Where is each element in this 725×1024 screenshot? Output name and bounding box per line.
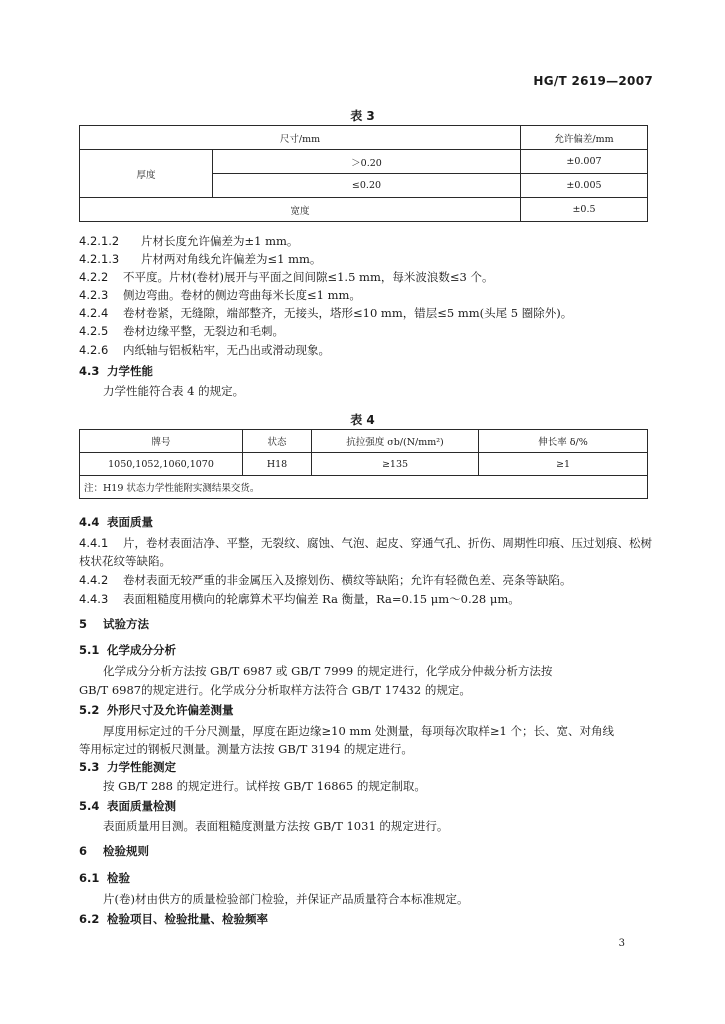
clause-4-2-1-2: 4.2.1.2 片材长度允许偏差为±1 mm。 [79,234,299,248]
clause-4-4-1: 4.4.1 片，卷材表面洁净、平整，无裂纹、腐蚀、气泡、起皮、穿通气孔、折伤、周期性印痕、压过划痕、松树 [79,536,652,550]
section-4-3-heading: 4.3 力学性能 [79,364,153,378]
table3-cell: ±0.007 [520,150,647,174]
table4-cell: ≥135 [312,453,479,476]
section-5-1-body-cont: GB/T 6987的规定进行。化学成分分析取样方法符合 GB/T 17432 的规定。 [79,683,471,697]
table4-header: 状态 [243,430,312,453]
section-5-2-heading: 5.2 外形尺寸及允许偏差测量 [79,703,234,717]
clause-4-2-1-3: 4.2.1.3 片材两对角线允许偏差为≤1 mm。 [79,252,322,266]
table4-header: 抗拉强度 σb/(N/mm²) [312,430,479,453]
table4-header: 牌号 [80,430,243,453]
table4-cell: ≥1 [479,453,648,476]
table4-note: 注：H19 状态力学性能附实测结果交货。 [80,476,648,499]
section-4-4-heading: 4.4 表面质量 [79,515,153,529]
section-6-1-body: 片(卷)材由供方的质量检验部门检验，并保证产品质量符合本标准规定。 [103,892,469,906]
clause-4-4-2: 4.4.2 卷材表面无较严重的非金属压入及擦划伤、横纹等缺陷；允许有轻微色差、亮条等缺陷。 [79,573,572,587]
section-6-heading: 6 检验规则 [79,844,149,858]
table3-cell: ±0.005 [520,174,647,198]
page-number: 3 [618,938,625,949]
section-6-1-heading: 6.1 检验 [79,871,130,885]
table3-cell: ≤0.20 [213,174,521,198]
table4-cell: H18 [243,453,312,476]
section-5-1-heading: 5.1 化学成分分析 [79,643,176,657]
table3-header-size: 尺寸/mm [80,126,521,150]
table3-thickness-label: 厚度 [80,150,213,198]
table3-width-label: 宽度 [80,198,521,222]
section-5-4-heading: 5.4 表面质量检测 [79,799,176,813]
clause-4-2-2: 4.2.2 不平度。片材(卷材)展开与平面之间间隙≤1.5 mm，每米波浪数≤3 个。 [79,270,494,284]
section-4-3-body: 力学性能符合表 4 的规定。 [103,384,245,398]
clause-4-4-1-cont: 枝状花纹等缺陷。 [79,554,171,568]
table4-cell: 1050,1052,1060,1070 [80,453,243,476]
clause-4-2-6: 4.2.6 内纸轴与铝板粘牢，无凸出或滑动现象。 [79,343,330,357]
table4-caption: 表 4 [350,413,375,427]
table3-cell: ±0.5 [520,198,647,222]
table3-cell: ＞0.20 [213,150,521,174]
table3-header-tolerance: 允许偏差/mm [520,126,647,150]
clause-4-4-3: 4.4.3 表面粗糙度用横向的轮廓算术平均偏差 Ra 衡量，Ra=0.15 μm～0.28 μm。 [79,592,520,606]
section-5-2-body-cont: 等用标定过的钢板尺测量。测量方法按 GB/T 3194 的规定进行。 [79,742,413,756]
section-5-3-body: 按 GB/T 288 的规定进行。试样按 GB/T 16865 的规定制取。 [103,779,426,793]
section-5-1-body: 化学成分分析方法按 GB/T 6987 或 GB/T 7999 的规定进行，化学成分仲裁分析方法按 [103,664,553,678]
clause-4-2-3: 4.2.3 侧边弯曲。卷材的侧边弯曲每米长度≤1 mm。 [79,288,361,302]
section-5-heading: 5 试验方法 [79,617,149,631]
clause-4-2-5: 4.2.5 卷材边缘平整，无裂边和毛刺。 [79,324,284,338]
section-6-2-heading: 6.2 检验项目、检验批量、检验频率 [79,912,268,926]
table3-caption: 表 3 [350,109,375,123]
table-3 [79,125,648,222]
table-4 [79,429,648,499]
section-5-2-body: 厚度用标定过的千分尺测量，厚度在距边缘≥10 mm 处测量，每项每次取样≥1 个；长、宽、对角线 [103,724,614,738]
table4-header: 伸长率 δ/% [479,430,648,453]
clause-4-2-4: 4.2.4 卷材卷紧，无缝隙，端部整齐，无接头，塔形≤10 mm，错层≤5 mm(头尾 5 圈除外)。 [79,306,573,320]
section-5-4-body: 表面质量用目测。表面粗糙度测量方法按 GB/T 1031 的规定进行。 [103,819,449,833]
section-5-3-heading: 5.3 力学性能测定 [79,760,176,774]
standard-code: HG/T 2619—2007 [533,74,653,88]
